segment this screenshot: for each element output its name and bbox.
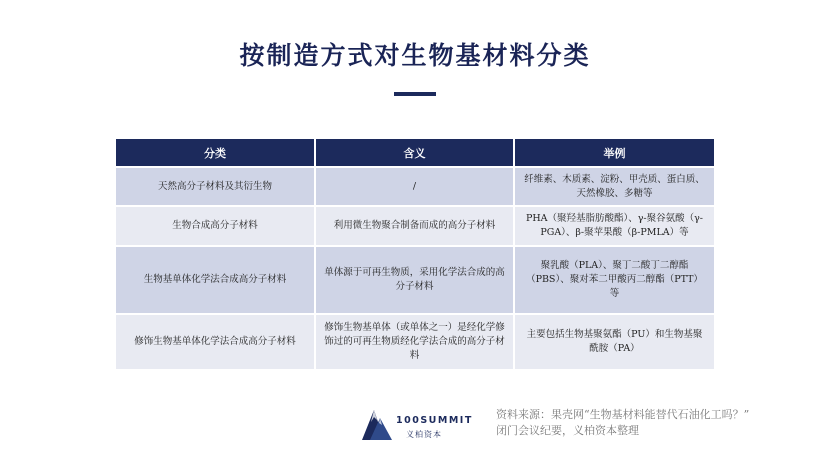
cell-category: 生物合成高分子材料 — [116, 206, 315, 246]
cell-category: 生物基单体化学法合成高分子材料 — [116, 246, 315, 314]
source-line-1: 资料来源：果壳网“生物基材料能替代石油化工吗？” — [496, 408, 750, 421]
cell-meaning: / — [315, 167, 514, 206]
title-underline — [394, 92, 436, 96]
page-title: 按制造方式对生物基材料分类 — [239, 41, 591, 70]
table-row — [116, 206, 714, 246]
cell-meaning: 单体源于可再生物质，采用化学法合成的高分子材料 — [315, 246, 514, 314]
cell-example: 聚乳酸（PLA）、聚丁二酸丁二醇酯（PBS）、聚对苯二甲酸丙二醇酯（PTT）等 — [514, 246, 714, 314]
header-meaning: 含义 — [315, 139, 514, 167]
table-header-row — [116, 139, 714, 167]
cell-category: 修饰生物基单体化学法合成高分子材料 — [116, 314, 315, 369]
source-line-2: 闭门会议纪要，义柏资本整理 — [496, 424, 639, 437]
logo-subtitle: 义柏资本 — [406, 430, 442, 439]
company-logo — [362, 406, 472, 446]
mountain-logo-icon — [362, 406, 394, 440]
source-note — [496, 407, 816, 439]
logo-name: 100SUMMIT — [396, 415, 473, 426]
classification-table — [116, 139, 714, 369]
header-category: 分类 — [116, 139, 315, 167]
cell-example: 纤维素、木质素、淀粉、甲壳质、蛋白质、天然橡胶、多糖等 — [514, 167, 714, 206]
cell-example: 主要包括生物基聚氨酯（PU）和生物基聚酰胺（PA） — [514, 314, 714, 369]
table-row — [116, 167, 714, 206]
cell-meaning: 修饰生物基单体（或单体之一）是经化学修饰过的可再生物质经化学法合成的高分子材料 — [315, 314, 514, 369]
header-example: 举例 — [514, 139, 714, 167]
table-row — [116, 246, 714, 314]
cell-category: 天然高分子材料及其衍生物 — [116, 167, 315, 206]
cell-example: PHA（聚羟基脂肪酸酯）、γ-聚谷氨酸（γ-PGA）、β-聚苹果酸（β-PMLA）等 — [514, 206, 714, 246]
table-row — [116, 314, 714, 369]
cell-meaning: 利用微生物聚合制备而成的高分子材料 — [315, 206, 514, 246]
